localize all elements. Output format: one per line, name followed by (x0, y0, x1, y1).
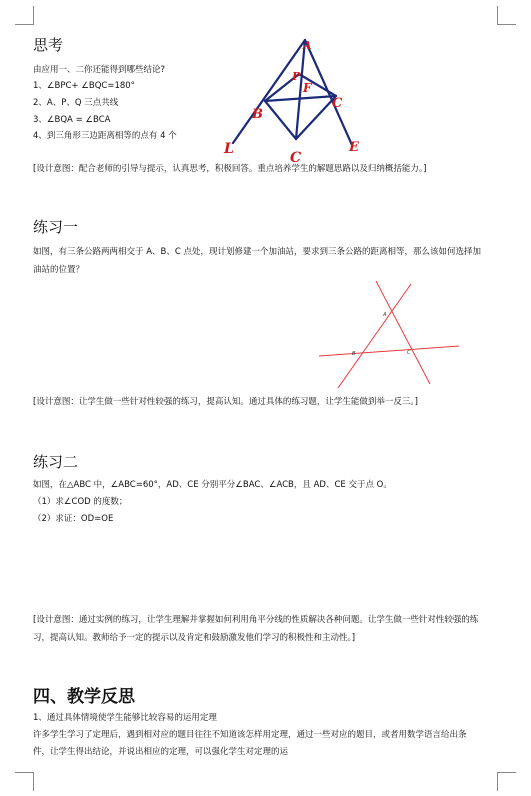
think-item-2: 2、A、P、Q 三点共线 (33, 98, 119, 108)
ex1-title: 练习一 (33, 218, 79, 236)
think-item-1: 1、∠BPC+ ∠BQC=180° (33, 81, 135, 91)
figure-label-B: B (252, 107, 263, 122)
road-line-1 (376, 281, 430, 384)
think-prompt: 由应用一、二你还能得到哪些结论? (33, 65, 166, 75)
figure-label-P: P (292, 70, 301, 83)
ex2-text: 如图，在△ABC 中，∠ABC=60°，AD、CE 分别平分∠BAC、∠ACB，且 AD、CE 交于点 O。 (33, 480, 392, 490)
figure-label-Q: C (290, 150, 302, 166)
figure-label-A: A (303, 39, 312, 52)
ex2-question-2: （2）求证：OD=OE (33, 514, 114, 524)
ex1-text: 如图，有三条公路两两相交于 A、B、C 点处，现计划修建一个加油站，要求到三条公路的距离相等，那么该如何选择加油站的位置？ (33, 247, 481, 275)
ex1-label-C: C (407, 350, 411, 356)
line-C-Q (296, 96, 336, 139)
think-item-3: 3、∠BQA = ∠BCA (33, 115, 111, 125)
ex2-design-note: [设计意图：通过实例的练习，让学生理解并掌握如何利用角平分线的性质解决各种问题。让学生做一些针对性较强的练习，提高认知。教师给予一定的提示以及肯定和鼓励激发他们学习的积极性和主动性。] (33, 615, 479, 643)
think-design-note: [设计意图：配合老师的引导与提示，认真思考，积极回答。重点培养学生的解题思路以及归纳概括能力。] (33, 164, 427, 174)
reflection-subtitle: 1、通过具体情境使学生能够比较容易的运用定理 (33, 713, 217, 723)
page-corner-bottom-right (497, 772, 516, 791)
road-line-2 (338, 284, 411, 388)
ex1-design-note: [设计意图：让学生做一些针对性较强的练习，提高认知。通过具体的练习题，让学生能做到举一反三。] (33, 397, 418, 407)
road-line-3 (319, 346, 459, 356)
figure-label-C: C (332, 96, 343, 111)
line-A-L (233, 40, 305, 143)
think-title: 思考 (33, 36, 64, 54)
reflection-text: 许多学生学习了定理后，遇到相对应的题目往往不知道该怎样用定理，通过一些对应的题目，或者用数学语言给出条件，让学生得出结论，并说出相应的定理，可以强化学生对定理的运 (33, 730, 467, 757)
ex2-title: 练习二 (33, 453, 79, 471)
figure-label-L: L (224, 141, 234, 157)
page-corner-bottom-left (15, 772, 34, 791)
think-item-4: 4、到三角形三边距离相等的点有 4 个 (33, 131, 177, 141)
ex1-figure (0, 270, 531, 400)
figure-label-E: E (349, 140, 359, 155)
ex2-question-1: （1）求∠COD 的度数； (33, 497, 128, 507)
ex1-label-B: B (352, 351, 356, 357)
reflection-title: 四、教学反思 (33, 687, 135, 707)
ex1-label-A: A (383, 312, 387, 318)
line-B-Q (265, 101, 296, 139)
figure-label-F: F (303, 81, 312, 95)
